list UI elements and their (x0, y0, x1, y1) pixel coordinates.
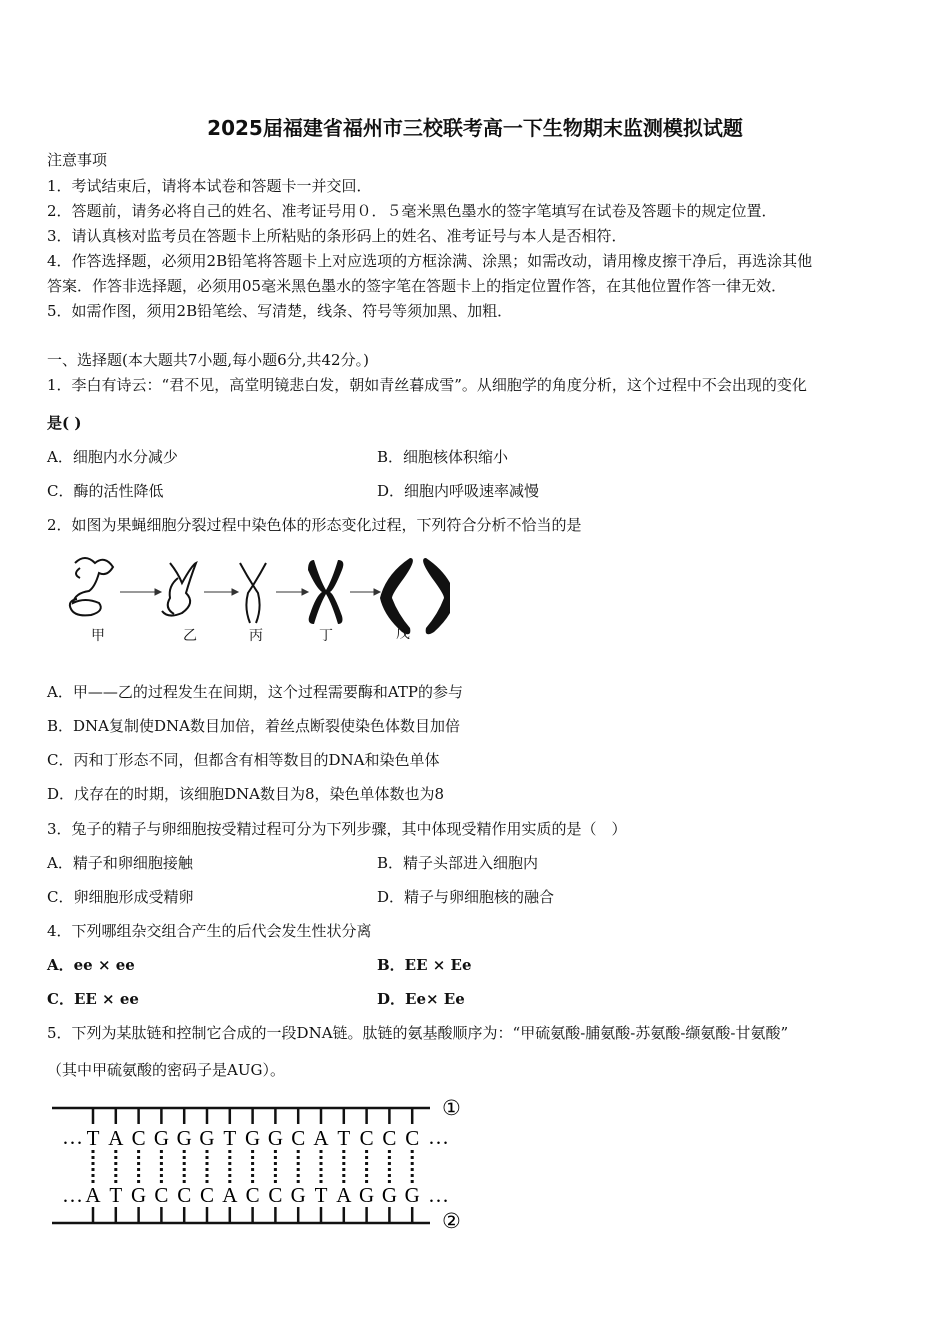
figure-label-yi: 乙 (183, 628, 197, 644)
q3-option-c: C．卵细胞形成受精卵 (47, 888, 194, 906)
strand-2-base: G (404, 1183, 420, 1207)
strand-1-label: ① (442, 1096, 461, 1120)
strand-2-base: A (222, 1183, 238, 1207)
dna-diagram (40, 1090, 480, 1235)
strand-2-base: C (177, 1183, 192, 1207)
strand-2-base: A (85, 1183, 101, 1207)
q1-stem: 1．李白有诗云：“君不见，高堂明镜悲白发，朝如青丝暮成雪”。从细胞学的角度分析，这个过程中不会出现的变化 (47, 376, 807, 394)
strand-2-base: C (268, 1183, 283, 1207)
q3-option-a: A．精子和卵细胞接触 (47, 854, 193, 872)
q3-option-b: B．精子头部进入细胞内 (377, 854, 539, 872)
chromosome-wu-right (423, 558, 450, 634)
section-heading: 一、选择题(本大题共7小题,每小题6分,共42分。) (47, 351, 369, 369)
notice-item: 答案．作答非选择题，必须用05毫米黑色墨水的签字笔在答题卡上的指定位置作答，在其他位置作答一律无效． (47, 277, 787, 295)
strand-1-base: C (131, 1126, 146, 1150)
strand-1-base: G (176, 1126, 192, 1150)
strand-2-base: C (199, 1183, 215, 1207)
q1-stem-cont: 是( ) (47, 414, 82, 432)
figure-label-bing: 丙 (249, 628, 263, 644)
strand-1-ellipsis-right: … (428, 1125, 449, 1149)
q4-option-b: B．EE × Ee (377, 956, 472, 974)
strand-1-base: C (382, 1126, 397, 1150)
q3-stem: 3．兔子的精子与卵细胞按受精过程可分为下列步骤，其中体现受精作用实质的是（ ） (47, 820, 627, 838)
chromosome-ding (308, 560, 343, 624)
q1-option-a: A．细胞内水分减少 (47, 448, 178, 466)
figure-label-wu: 戊 (396, 626, 410, 642)
strand-2-label: ② (442, 1209, 461, 1233)
strand-1-base: C (405, 1126, 420, 1150)
strand-1-base: T (223, 1126, 237, 1150)
q3-option-d: D．精子与卵细胞核的融合 (377, 888, 555, 906)
strand-1-base: G (267, 1126, 283, 1150)
strand-1-base: A (108, 1126, 124, 1150)
page-title: 2025届福建省福州市三校联考高一下生物期末监测模拟试题 (207, 116, 743, 140)
strand-2-base: G (131, 1183, 147, 1207)
strand-1-base: G (245, 1126, 261, 1150)
strand-1-base: C (291, 1126, 306, 1150)
strand-2-base: A (336, 1183, 352, 1207)
q1-option-b: B．细胞核体积缩小 (377, 448, 509, 466)
strand-2-base: G (359, 1183, 375, 1207)
strand-1-base: C (359, 1126, 374, 1150)
q4-option-a: A．ee × ee (47, 956, 135, 974)
q2-option-b: B．DNA复制使DNA数目加倍，着丝点断裂使染色体数目加倍 (47, 717, 460, 735)
strand-1-ellipsis-left: … (62, 1125, 83, 1149)
strand-2-base: C (154, 1183, 169, 1207)
strand-2-base: G (290, 1183, 306, 1207)
q5-stem: 5．下列为某肽链和控制它合成的一段DNA链。肽链的氨基酸顺序为：“甲硫氨酸-脯氨酸-苏氨酸-缬氨酸-甘氨酸” (47, 1024, 789, 1042)
notice-item: 4．作答选择题，必须用2B铅笔将答题卡上对应选项的方框涂满、涂黑；如需改动，请用橡皮擦干净后，再选涂其他 (47, 252, 813, 270)
q2-stem: 2．如图为果蝇细胞分裂过程中染色体的形态变化过程，下列符合分析不恰当的是 (47, 516, 582, 534)
chromatin-jia (70, 558, 113, 615)
strand-1-base: G (199, 1126, 215, 1150)
notice-item: 2．答题前，请务必将自己的姓名、准考证号用０．５毫米黑色墨水的签字笔填写在试卷及答题卡的规定位置． (47, 202, 777, 220)
strand-2-base: G (381, 1183, 397, 1207)
q2-option-a: A．甲——乙的过程发生在间期，这个过程需要酶和ATP的参与 (47, 683, 463, 701)
chromatin-yi (162, 563, 196, 616)
strand-2-ellipsis-right: … (428, 1183, 449, 1207)
notice-item: 3．请认真核对监考员在答题卡上所粘贴的条形码上的姓名、准考证号与本人是否相符． (47, 227, 627, 245)
strand-1-base: T (86, 1126, 100, 1150)
strand-1-base: A (313, 1126, 329, 1150)
chromatin-bing (240, 563, 266, 623)
notice-item: 1．考试结束后，请将本试卷和答题卡一并交回． (47, 177, 372, 195)
notice-heading: 注意事项 (47, 151, 108, 169)
q4-stem: 4．下列哪组杂交组合产生的后代会发生性状分离 (47, 922, 372, 940)
q4-option-c: C．EE × ee (47, 990, 139, 1008)
strand-2-base: C (245, 1183, 260, 1207)
chromosome-wu-left (380, 558, 413, 634)
figure-label-jia: 甲 (91, 628, 105, 644)
strand-1-base: T (337, 1126, 351, 1150)
q2-option-c: C．丙和丁形态不同，但都含有相等数目的DNA和染色单体 (47, 751, 440, 769)
strand-2-base: T (109, 1183, 123, 1207)
q5-stem-cont: （其中甲硫氨酸的密码子是AUG）。 (47, 1061, 285, 1079)
q2-option-d: D．戊存在的时期，该细胞DNA数目为8，染色单体数也为8 (47, 785, 445, 803)
strand-2-base: T (314, 1183, 328, 1207)
chromosome-figure (60, 548, 450, 648)
strand-1-base: G (153, 1126, 169, 1150)
strand-2-ellipsis-left: … (62, 1183, 83, 1207)
figure-label-ding: 丁 (319, 628, 333, 644)
notice-item: 5．如需作图，须用2B铅笔绘、写清楚，线条、符号等须加黑、加粗． (47, 302, 513, 320)
q4-option-d: D．Ee× Ee (377, 990, 465, 1008)
q1-option-c: C．酶的活性降低 (47, 482, 164, 500)
q1-option-d: D．细胞内呼吸速率减慢 (377, 482, 540, 500)
